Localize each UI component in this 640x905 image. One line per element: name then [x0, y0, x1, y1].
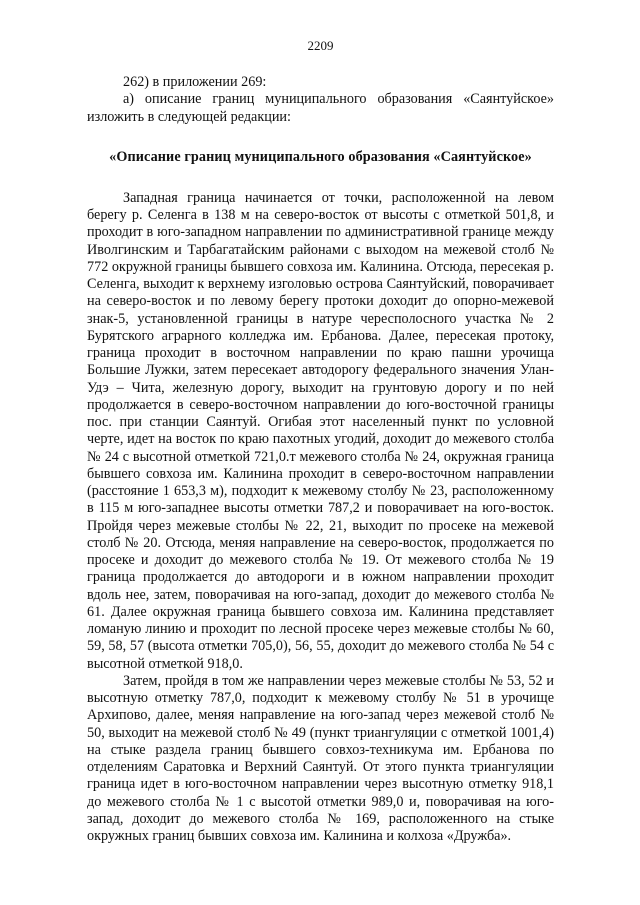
page-number: 2209	[307, 38, 334, 53]
intro-line-amendment: а) описание границ муниципального образования «Саянтуйское» изложить в следующей редакции:	[87, 91, 554, 125]
section-heading: «Описание границ муниципального образования «Саянтуйское»	[109, 148, 532, 165]
paragraph-continuation: Затем, пройдя в том же направлении через межевые столбы № 53, 52 и высотную отметку 787,0, подходит к межевому столбу № 51 в урочище Архипово, далее, меняя направление на юго-запад через межевой столб № 50, выходит на межевой столб № 49 (пункт триангуляции с отметкой 1001,4) на стыке раздела границ бывшего совхоз-техникума им. Ербанова по отделениям Саратовка и Верхний Саянтуй. От этого пункта триангуляции граница идет в юго-восточном направлении через высотную отметку 918,1 до межевого столба № 1 с высотой отметки 989,0 и, поворачивая на юго-запад, доходит до межевого столба № 169, расположенного на стыке окружных границ бывших совхоза им. Калинина и колхоза «Дружба».	[87, 672, 554, 845]
paragraph-western-boundary: Западная граница начинается от точки, расположенной на левом берегу р. Селенга в 138 м на северо-восток от высоты с отметкой 501,8, и проходит в юго-западном направлении по административной границе между Иволгинским и Тарбагатайским районами с выходом на межевой столб № 772 окружной границы бывшего совхоза им. Калинина. Отсюда, пересекая р. Селенга, выходит к верхнему изголовью острова Саянтуйский, поворачивает на северо-восток и по левому берегу протоки доходит до опорно-межевой знак-5, установленной границы в натуре чересполосного участка № 2 Бурятского аграрного колледжа им. Ербанова. Далее, пересекая протоку, граница проходит в восточном направлении по краю пашни урочища Большие Лужки, затем пересекает автодорогу федерального значения Улан-Удэ – Чита, железную дорогу, выходит на грунтовую дорогу и по ней продолжается в северо-восточном направлении до юго-восточной границы пос. при станции Саянтуй. Огибая этот населенный пункт по условной черте, идет на восток по краю пахотных угодий, доходит до межевого столба № 24 с высотной отметкой 721,0.т межевого столба № 24, окружная граница бывшего совхоза им. Калинина проходит в северо-восточном направлении (расстояние 1 653,3 м), подходит к межевому столбу № 23, расположенному в 115 м юго-западнее высоты отметки 787,2 и поворачивает на юго-восток. Пройдя через межевые столбы № 22, 21, выходит по просеке на межевой столб № 20. Отсюда, меняя направление на северо-восток, продолжается по просеке и доходит до межевого столба № 19. От межевого столба № 19 граница продолжается до автодороги и в южном направлении проходит вдоль нее, затем, поворачивая на юго-запад, доходит до межевого столба № 61. Далее окружная граница бывшего совхоза им. Калинина представляет ломаную линию и проходит по лесной просеке через межевые столбы № 60, 59, 58, 57 (высота отметки 705,0), 56, 55, доходит до межевого столба № 54 с высотной отметкой 918,0.	[87, 189, 554, 672]
intro-line-appendix: 262) в приложении 269:	[123, 74, 267, 90]
intro-block	[87, 74, 554, 126]
